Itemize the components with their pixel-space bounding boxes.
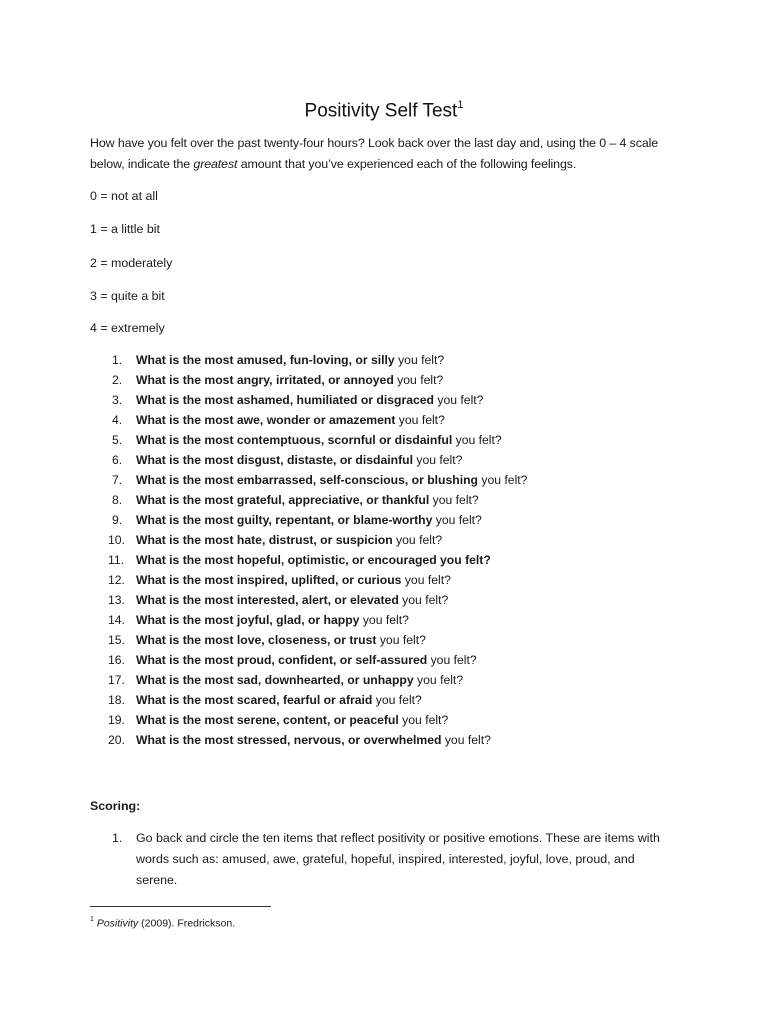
question-suffix: you felt? [429,493,479,507]
footnote-source-rest: (2009). Fredrickson. [138,917,236,930]
question-text: What is the most grateful, appreciative, or thankful [136,493,430,507]
question-number: 3. [112,393,123,407]
scoring-heading: Scoring: [90,799,141,813]
question-suffix: you felt? [441,733,491,747]
title-footnote-mark: 1 [457,99,464,111]
question-suffix: you felt? [372,693,422,707]
question-item [90,470,690,490]
question-text: What is the most guilty, repentant, or blame-worthy [136,513,433,527]
question-suffix: you felt? [433,393,484,407]
question-suffix: you felt? [413,673,464,687]
question-number: 19. [108,713,125,727]
question-item [90,590,690,610]
question-text: What is the most contemptuous, scornful or disdainful [136,433,453,447]
intro-text-2: amount that you’ve experienced each of the following feelings. [237,157,577,171]
question-number: 18. [108,693,125,707]
question-text: What is the most sad, downhearted, or unhappy [136,673,414,687]
question-number: 16. [108,653,125,667]
page-title [0,94,768,123]
footnote-mark: 1 [90,916,94,923]
question-suffix: you felt? [392,533,443,547]
footnote [90,914,235,931]
question-item [90,710,690,730]
question-text: What is the most stressed, nervous, or overwhelmed [136,733,442,747]
question-number: 9. [112,513,123,527]
question-text: What is the most interested, alert, or elevated [136,593,399,607]
title-text: Positivity Self Test [304,100,458,122]
question-number: 10. [108,533,125,547]
question-number: 20. [108,733,125,747]
question-number: 13. [108,593,125,607]
question-number: 12. [108,573,125,587]
scoring-item [90,828,690,891]
question-number: 6. [112,453,123,467]
question-number: 7. [112,473,123,487]
intro-text-1: How have you felt over the past twenty-four hours? Look back over the last day and, using the 0 – 4 scale below, indicate the [90,136,659,171]
question-text: What is the most amused, fun-loving, or silly [136,353,395,367]
scale-item: 0 = not at all [90,189,158,203]
question-text: What is the most scared, fearful or afraid [136,693,373,707]
question-suffix: you felt? [452,433,502,447]
question-number: 17. [108,673,125,687]
scale-item: 3 = quite a bit [90,289,165,303]
question-item [90,490,690,510]
scale-item: 2 = moderately [90,256,173,270]
footnote-source-title: Positivity [96,917,139,930]
scale-item: 4 = extremely [90,321,165,335]
question-item [90,530,690,550]
question-item [90,670,690,690]
intro-emphasis: greatest [193,157,238,171]
question-item [90,630,690,650]
question-number: 8. [112,493,123,507]
question-text: What is the most love, closeness, or trust [136,633,377,647]
question-number: 1. [112,353,123,367]
question-item [90,510,690,530]
question-item [90,570,690,590]
question-text: What is the most joyful, glad, or happy [136,613,360,627]
question-item [90,370,690,390]
question-suffix: you felt? [412,453,463,467]
scoring-text: Go back and circle the ten items that reflect positivity or positive emotions. These are items with words such as: amused, awe, grateful, hopeful, inspired, interested, joyful, love, proud, and serene. [136,831,660,887]
question-text: What is the most awe, wonder or amazement [136,413,396,427]
question-suffix: you felt? [393,373,444,387]
question-text: What is the most hopeful, optimistic, or encouraged you felt? [136,553,491,567]
question-suffix: you felt? [394,353,445,367]
question-suffix: you felt? [401,573,451,587]
question-item [90,550,690,570]
question-item [90,390,690,410]
question-item [90,430,690,450]
question-number: 2. [112,373,123,387]
question-text: What is the most serene, content, or peaceful [136,713,399,727]
question-text: What is the most proud, confident, or self-assured [136,653,428,667]
question-suffix: you felt? [395,413,445,427]
question-suffix: you felt? [427,653,477,667]
scale-item: 1 = a little bit [90,222,160,236]
question-text: What is the most inspired, uplifted, or curious [136,573,402,587]
question-item [90,730,690,750]
question-suffix: you felt? [432,513,482,527]
question-suffix: you felt? [359,613,409,627]
question-text: What is the most embarrassed, self-conscious, or blushing [136,473,478,487]
question-number: 15. [108,633,125,647]
question-text: What is the most angry, irritated, or annoyed [136,373,394,387]
question-number: 11. [108,553,125,567]
question-list [90,350,690,750]
question-text: What is the most hate, distrust, or suspicion [136,533,393,547]
question-number: 5. [112,433,123,447]
scoring-number: 1. [112,831,123,845]
question-item [90,410,690,430]
question-suffix: you felt? [376,633,426,647]
question-number: 14. [108,613,125,627]
question-text: What is the most ashamed, humiliated or disgraced [136,393,434,407]
question-suffix: you felt? [478,473,528,487]
question-suffix: you felt? [398,713,449,727]
question-item [90,690,690,710]
question-text: What is the most disgust, distaste, or disdainful [136,453,413,467]
question-item [90,450,690,470]
footnote-divider [90,906,271,907]
question-number: 4. [112,413,123,427]
question-item [90,650,690,670]
question-item [90,610,690,630]
question-suffix: you felt? [398,593,449,607]
question-item [90,350,690,370]
intro-paragraph [90,133,680,175]
